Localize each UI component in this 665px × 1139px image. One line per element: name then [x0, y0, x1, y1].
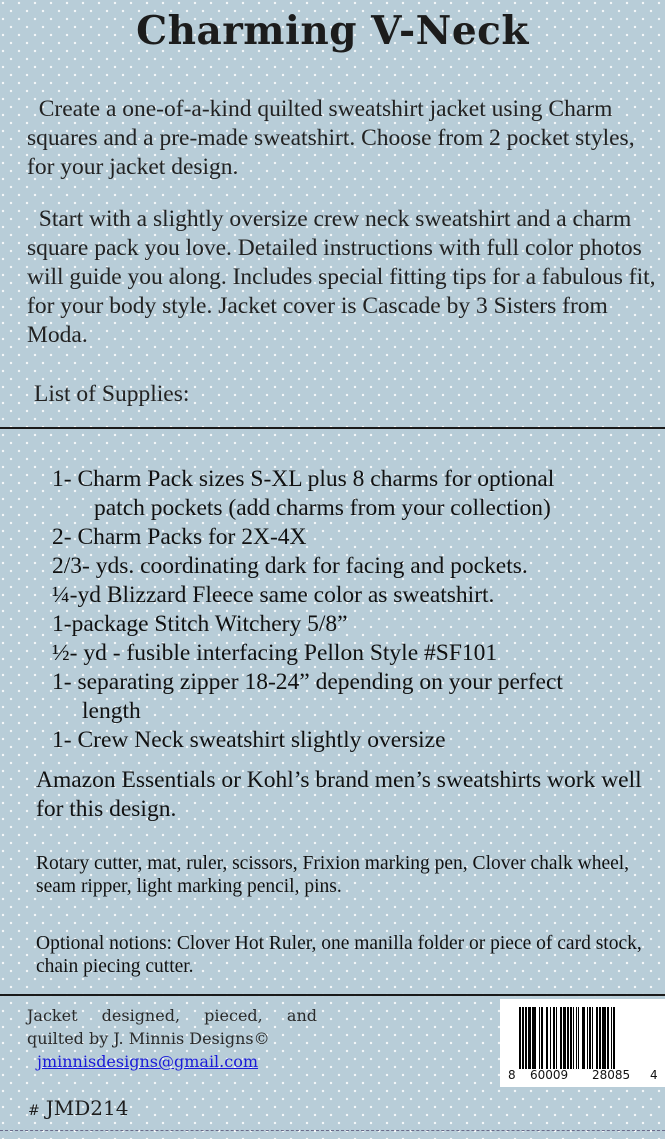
barcode-group-right: 28085 [592, 1068, 631, 1082]
barcode-bars-icon [519, 1007, 647, 1069]
credit-line-2: quilted by J. Minnis Designs© [27, 1029, 270, 1048]
supply-item: 1-package Stitch Witchery 5/8” [52, 611, 348, 637]
barcode [500, 999, 665, 1087]
supplies-heading: List of Supplies: [34, 381, 190, 407]
supply-item: 2/3- yds. coordinating dark for facing and pockets. [52, 553, 528, 579]
supply-item: 1- Crew Neck sweatshirt slightly oversize [52, 727, 446, 753]
supply-item: 2- Charm Packs for 2X-4X [52, 524, 307, 550]
pattern-title: Charming V-Neck [136, 8, 529, 54]
footer-divider [0, 994, 665, 996]
hash-symbol: # [28, 1103, 40, 1119]
supply-item-continued: patch pockets (add charms from your collection) [94, 495, 551, 521]
bottom-dashed-border [0, 1130, 665, 1131]
barcode-digit-first: 8 [508, 1068, 516, 1082]
supply-item: ¼-yd Blizzard Fleece same color as sweatshirt. [52, 582, 495, 608]
supply-item: 1- separating zipper 18-24” depending on your perfect [52, 669, 563, 695]
description-paragraph: Start with a slightly oversize crew neck sweatshirt and a charm square pack you love. Detailed instructions with full color photos will guide you along. Includes special fitting tips for a fabulous fit, for your body style. Jacket cover is Cascade by 3 Sisters from Moda. [27, 206, 656, 348]
optional-notions: Optional notions: Clover Hot Ruler, one manilla folder or piece of card stock, chain piecing cutter. [36, 933, 642, 977]
brand-note: Amazon Essentials or Kohl’s brand men’s sweatshirts work well for this design. [36, 767, 642, 822]
sku-code: JMD214 [45, 1096, 129, 1120]
supply-item: 1- Charm Pack sizes S-XL plus 8 charms for optional [52, 466, 555, 492]
credit-line-1: Jacket designed, pieced, and [27, 1006, 317, 1025]
barcode-group-left: 60009 [530, 1068, 569, 1082]
barcode-digit-last: 4 [650, 1068, 658, 1082]
intro-paragraph: Create a one-of-a-kind quilted sweatshirt jacket using Charm squares and a pre-made sweatshirt. Choose from 2 pocket styles, for your jacket design. [27, 96, 635, 180]
supply-item-continued: length [82, 698, 141, 724]
supplies-list [52, 465, 662, 755]
supply-item: ½- yd - fusible interfacing Pellon Style #SF101 [52, 640, 498, 666]
designer-credit [27, 1004, 317, 1073]
pattern-number [28, 1096, 128, 1120]
section-divider [0, 427, 665, 429]
email-link[interactable]: jminnisdesigns@gmail.com [37, 1052, 259, 1071]
tools-list: Rotary cutter, mat, ruler, scissors, Frixion marking pen, Clover chalk wheel, seam ripper, light marking pencil, pins. [36, 853, 630, 897]
